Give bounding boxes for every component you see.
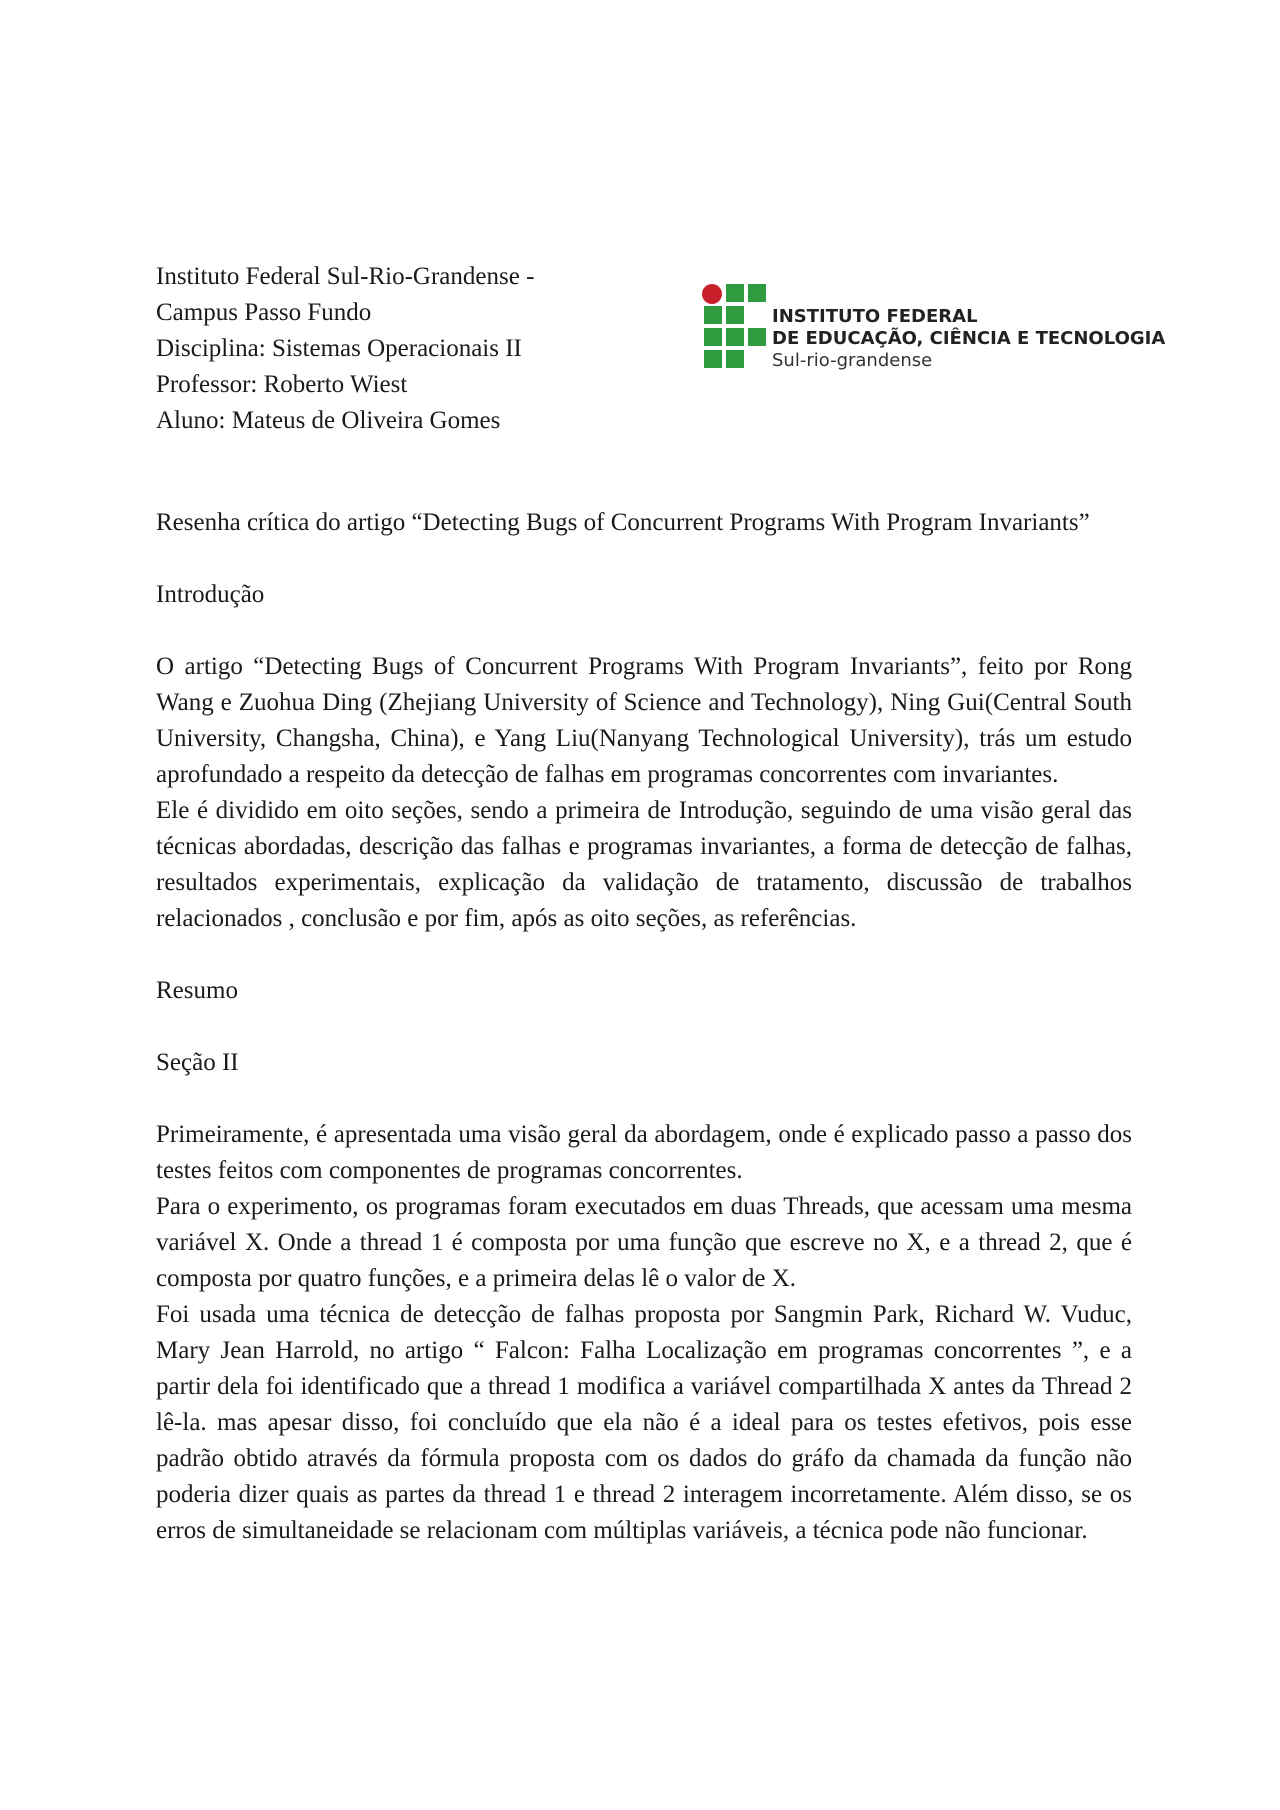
section-2-paragraph-3: Foi usada uma técnica de detecção de falhas proposta por Sangmin Park, Richard W. Vuduc, Mary Jean Harrold, no artigo “ Falcon: Falha Localização em programas concorrentes ”, e a partir dela foi identificado que a thread 1 modifica a variável compartilhada X antes da Thread 2 lê-la. mas apesar disso, foi concluído que ela não é a ideal para os testes efetivos, pois esse padrão obtido através da fórmula proposta com os dados do gráfo da chamada da função não poderia dizer quais as partes da thread 1 e thread 2 interagem incorretamente. Além disso, se os erros de simultaneidade se relacionam com múltiplas variáveis, a técnica pode não funcionar. — [156, 1301, 1132, 1544]
section-2-paragraph-1: Primeiramente, é apresentada uma visão geral da abordagem, onde é explicado passo a passo dos testes feitos com componentes de programas concorrentes. — [156, 1121, 1132, 1184]
intro-paragraph-2: Ele é dividido em oito seções, sendo a primeira de Introdução, seguindo de uma visão geral das técnicas abordadas, descrição das falhas e programas invariantes, a forma de detecção de falhas, resultados experimentais, explicação da validação de tratamento, discussão de trabalhos relacionados , conclusão e por fim, após as oito seções, as referências. — [156, 797, 1132, 932]
logo-text — [772, 306, 1165, 372]
document-title: Resenha crítica do artigo “Detecting Bugs of Concurrent Programs With Program Invariants” — [156, 509, 1090, 536]
institution-line: Instituto Federal Sul-Rio-Grandense - — [156, 263, 535, 290]
institution-logo — [702, 282, 1166, 374]
logo-title-line1: INSTITUTO FEDERAL — [772, 306, 978, 327]
logo-grid-icon — [702, 282, 766, 374]
logo-title-line2: DE EDUCAÇÃO, CIÊNCIA E TECNOLOGIA — [772, 328, 1166, 349]
professor-line: Professor: Roberto Wiest — [156, 371, 408, 398]
section-2-paragraph-2: Para o experimento, os programas foram executados em duas Threads, que acessam uma mesma variável X. Onde a thread 1 é composta por uma função que escreve no X, e a thread 2, que é composta por quatro funções, e a primeira delas lê o valor de X. — [156, 1193, 1132, 1292]
campus-line: Campus Passo Fundo — [156, 299, 372, 326]
intro-paragraph-1: O artigo “Detecting Bugs of Concurrent Programs With Program Invariants”, feito por Rong Wang e Zuohua Ding (Zhejiang University of Science and Technology), Ning Gui(Central South University, Changsha, China), e Yang Liu(Nanyang Technological University), trás um estudo aprofundado a respeito da detecção de falhas em programas concorrentes com invariantes. — [156, 653, 1132, 788]
intro-heading: Introdução — [156, 581, 265, 608]
discipline-line: Disciplina: Sistemas Operacionais II — [156, 335, 522, 362]
logo-subtitle: Sul-rio-grandense — [772, 350, 933, 371]
document-body — [156, 505, 1132, 1549]
summary-heading: Resumo — [156, 977, 238, 1004]
section-2-heading: Seção II — [156, 1049, 239, 1076]
header-info — [156, 259, 534, 439]
student-line: Aluno: Mateus de Oliveira Gomes — [156, 407, 501, 434]
